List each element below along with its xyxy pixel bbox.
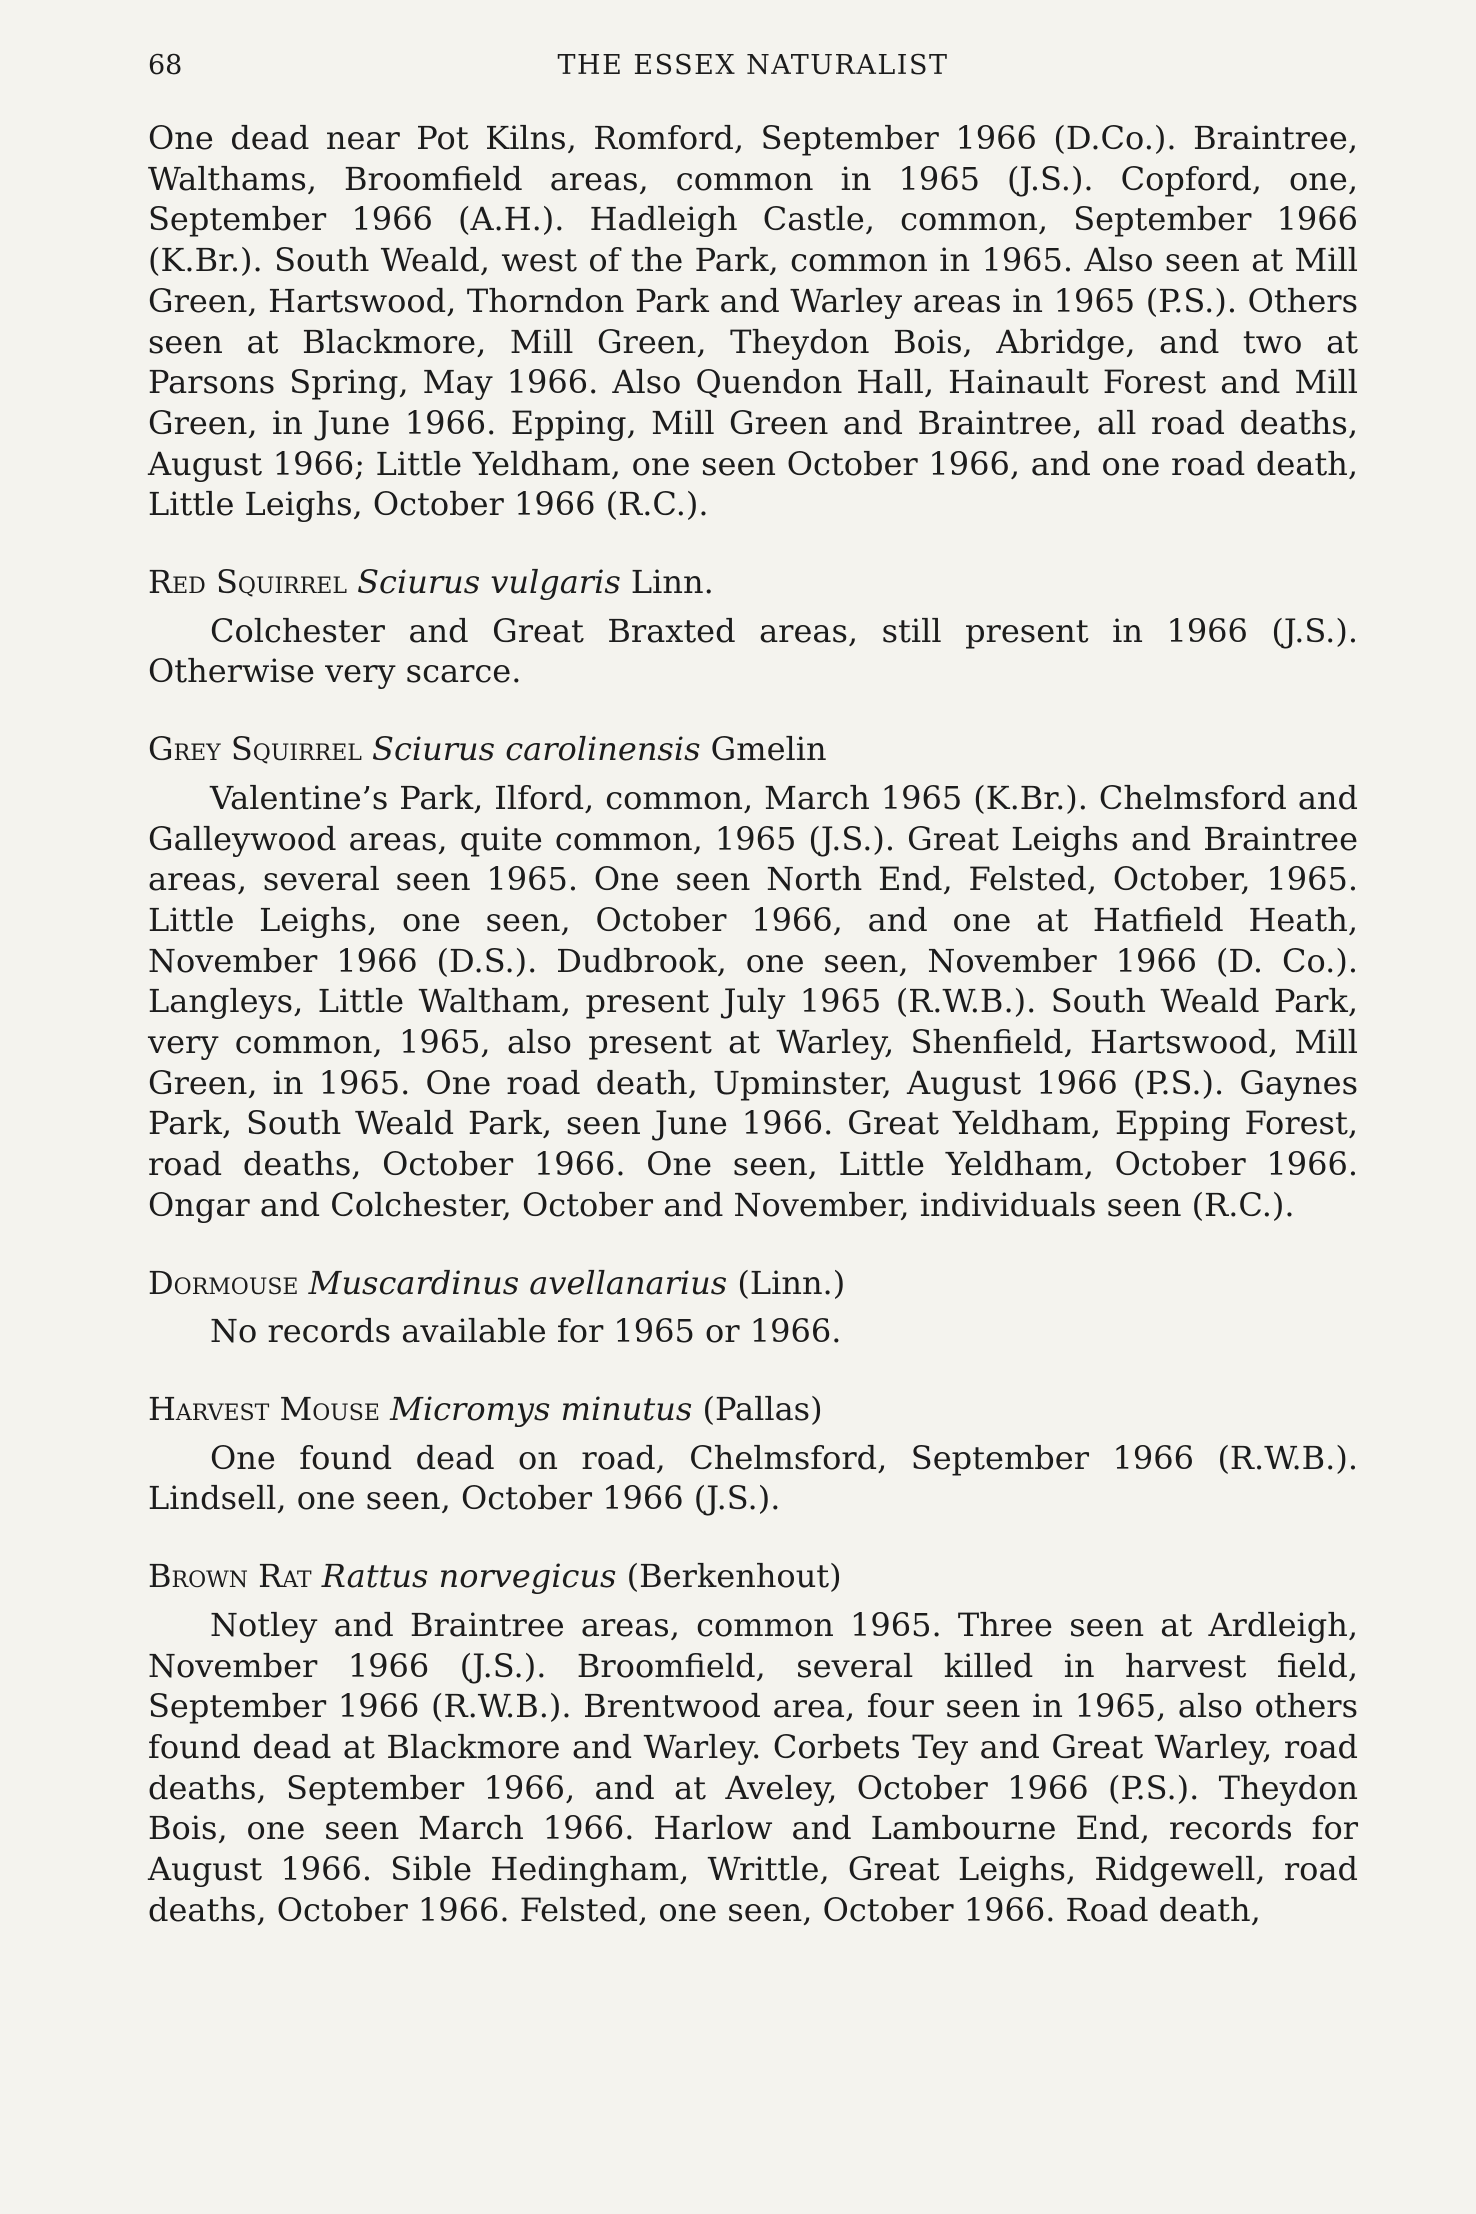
intro-paragraph: One dead near Pot Kilns, Romford, September 1966 (D.Co.). Braintree, Walthams, Broomfield areas, common in 1965 (J.S.). Copford, one, September 1966 (A.H.). Hadleigh Castle, common, September 1966 (K.Br.). South Weald, west of the Park, common in 1965. Also seen at Mill Green, Hartswood, Thorndon Park and Warley areas in 1965 (P.S.). Others seen at Blackmore, Mill Green, Theydon Bois, Abridge, and two at Parsons Spring, May 1966. Also Quendon Hall, Hainault Forest and Mill Green, in June 1966. Epping, Mill Green and Braintree, all road deaths, August 1966; Little Yeldham, one seen October 1966, and one road death, Little Leighs, October 1966 (R.C.).	[148, 119, 1358, 524]
species-latin-name: Muscardinus avellanarius	[308, 1263, 728, 1302]
species-authority: (Linn.)	[737, 1263, 846, 1302]
species-heading	[148, 729, 1358, 770]
species-authority: (Berkenhout)	[626, 1557, 842, 1596]
species-latin-name: Sciurus vulgaris	[357, 563, 621, 602]
species-heading	[148, 562, 1358, 603]
species-latin-name: Sciurus carolinensis	[372, 730, 701, 769]
species-entry-harvest-mouse	[148, 1389, 1358, 1519]
species-entry-dormouse	[148, 1263, 1358, 1352]
species-latin-name: Rattus norvegicus	[321, 1557, 617, 1596]
species-heading	[148, 1556, 1358, 1597]
species-entry-brown-rat	[148, 1556, 1358, 1930]
species-text: Valentine’s Park, Ilford, common, March 1965 (K.Br.). Chelmsford and Galleywood areas, quite common, 1965 (J.S.). Great Leighs and Braintree areas, several seen 1965. One seen North End, Felsted, October, 1965. Little Leighs, one seen, October 1966, and one at Hatfield Heath, November 1966 (D.S.). Dudbrook, one seen, November 1966 (D. Co.). Langleys, Little Waltham, present July 1965 (R.W.B.). South Weald Park, very common, 1965, also present at Warley, Shenfield, Hartswood, Mill Green, in 1965. One road death, Upminster, August 1966 (P.S.). Gaynes Park, South Weald Park, seen June 1966. Great Yeldham, Epping Forest, road deaths, October 1966. One seen, Little Yeldham, October 1966. Ongar and Colchester, October and November, individuals seen (R.C.).	[148, 778, 1358, 1224]
page-header	[148, 50, 1358, 90]
species-entry-red-squirrel	[148, 562, 1358, 692]
species-common-name: Brown Rat	[148, 1557, 312, 1596]
species-common-name: Red Squirrel	[148, 563, 347, 602]
species-text: Notley and Braintree areas, common 1965. Three seen at Ardleigh, November 1966 (J.S.). Broomfield, several killed in harvest field, September 1966 (R.W.B.). Brentwood area, four seen in 1965, also others found dead at Blackmore and Warley. Corbets Tey and Great Warley, road deaths, September 1966, and at Aveley, October 1966 (P.S.). Theydon Bois, one seen March 1966. Harlow and Lambourne End, records for August 1966. Sible Hedingham, Writtle, Great Leighs, Ridgewell, road deaths, October 1966. Felsted, one seen, October 1966. Road death,	[148, 1605, 1358, 1929]
species-heading	[148, 1263, 1358, 1304]
species-authority: Gmelin	[710, 730, 827, 769]
article-body	[148, 118, 1358, 1930]
species-authority: Linn.	[630, 563, 714, 602]
species-latin-name: Micromys minutus	[390, 1389, 693, 1428]
species-authority: (Pallas)	[702, 1389, 823, 1428]
species-heading	[148, 1389, 1358, 1430]
species-common-name: Grey Squirrel	[148, 730, 362, 769]
species-text: One found dead on road, Chelmsford, September 1966 (R.W.B.). Lindsell, one seen, October 1966 (J.S.).	[148, 1438, 1358, 1518]
species-text: Colchester and Great Braxted areas, still present in 1966 (J.S.). Otherwise very scarce.	[148, 611, 1358, 691]
species-common-name: Harvest Mouse	[148, 1389, 380, 1428]
species-entry-grey-squirrel	[148, 729, 1358, 1225]
page-number: 68	[148, 50, 183, 81]
species-common-name: Dormouse	[148, 1263, 299, 1302]
species-text: No records available for 1965 or 1966.	[210, 1312, 842, 1351]
journal-title: THE ESSEX NATURALIST	[557, 50, 949, 81]
